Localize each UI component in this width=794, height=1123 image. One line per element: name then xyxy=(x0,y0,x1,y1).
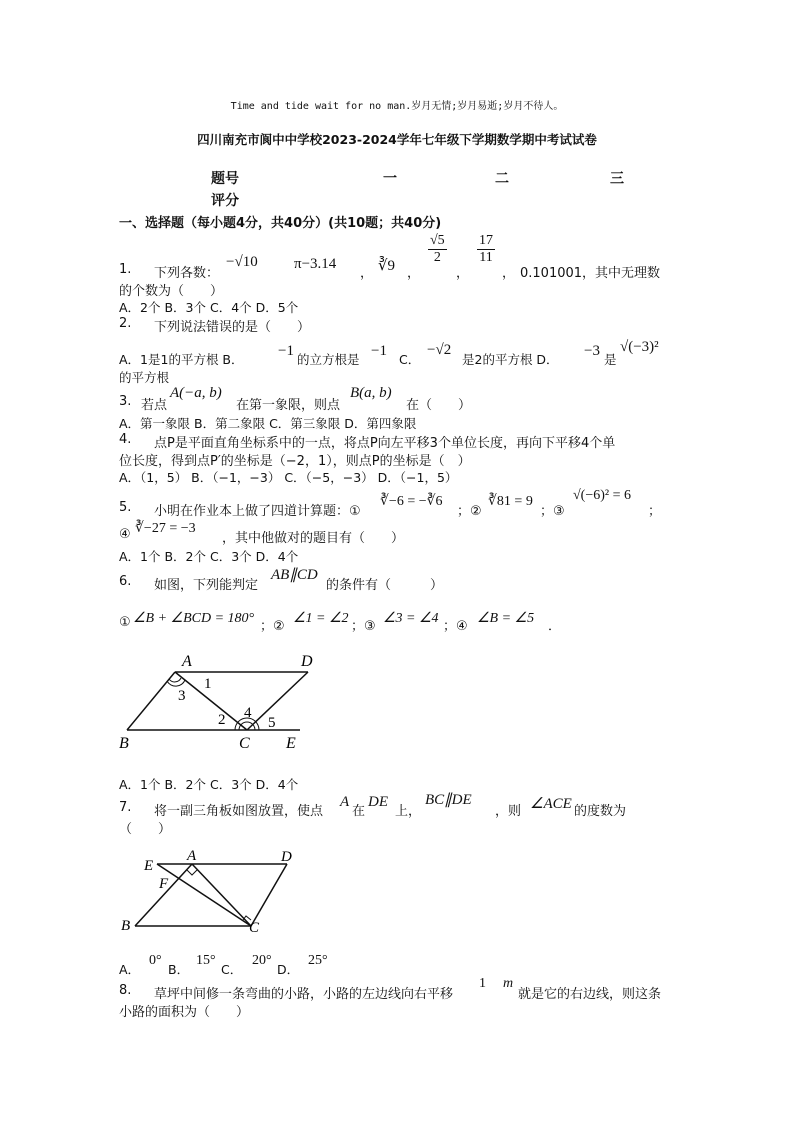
q6-end: ． xyxy=(548,619,562,634)
q2-text-2: 是2的平方根 D． xyxy=(462,352,559,367)
q2-expr-1: −1 xyxy=(278,343,294,359)
label-a: A xyxy=(182,653,192,670)
label-c: C xyxy=(239,735,250,752)
q7-angle: ∠ACE xyxy=(530,796,572,812)
q3-point-a: A(−a, b) xyxy=(170,385,222,401)
q1-number-3: ∛9 xyxy=(378,258,396,274)
score-table-header-label: 题号 xyxy=(211,171,239,187)
q6-stem-1: 如图，下列能判定 xyxy=(154,578,259,593)
q5-tail: ，其中他做对的题目有（ ） xyxy=(222,531,405,546)
score-table-col-1: 一 xyxy=(383,171,397,187)
q1-options: A．2个 B．3个 C．4个 D．5个 xyxy=(119,300,299,315)
q6-number: 6. xyxy=(119,574,132,589)
q6-cond-2: ∠1 = ∠2 xyxy=(293,611,349,626)
q8-line-2: 小路的面积为（ ） xyxy=(119,1005,250,1020)
q6-cond-4: ∠B = ∠5 xyxy=(477,611,535,626)
q8-stem-2: 就是它的右边线，则这条 xyxy=(518,987,662,1002)
q1-comma: ， xyxy=(456,266,470,281)
exam-title: 四川南充市阆中中学校2023-2024学年七年级下学期数学期中考试试卷 xyxy=(197,132,597,147)
q2-text-1: 的立方根是 xyxy=(297,352,360,367)
q2-number: 2. xyxy=(119,316,132,331)
q6-relation: AB∥CD xyxy=(271,567,318,583)
q1-fraction-2-numerator: 17 xyxy=(479,233,493,248)
score-table-col-2: 二 xyxy=(495,171,509,187)
q5-expr-2: ∛81 = 9 xyxy=(488,494,533,509)
q6-cond-1-marker: ① xyxy=(119,615,131,630)
label-angle-5: 5 xyxy=(268,715,276,731)
q1-fraction-2 xyxy=(477,233,495,266)
line-cd xyxy=(247,672,308,730)
q5-options: A．1个 B．2个 C．3个 D．4个 xyxy=(119,549,299,564)
q5-stem: 小明在作业本上做了四道计算题：① xyxy=(154,504,361,519)
q1-number: 1. xyxy=(119,262,132,277)
q5-sep-3: ； xyxy=(648,504,662,519)
q6-cond-4-marker: ；④ xyxy=(443,619,468,634)
q3-stem-2: 在第一象限，则点 xyxy=(236,398,341,413)
line-ec xyxy=(157,864,251,926)
q4-number: 4. xyxy=(119,432,132,447)
line-dc xyxy=(251,864,287,926)
q7-paren: （ ） xyxy=(119,822,172,837)
q4-options: A．（1，5） B．（−1，−3） C．（−5，−3） D．（−1，5） xyxy=(119,470,458,485)
q1-number-2: π−3.14 xyxy=(294,256,337,272)
q1-fraction-1-denominator: 2 xyxy=(433,250,441,265)
q6-cond-2-marker: ；② xyxy=(260,619,285,634)
q4-line-2: 位长度，得到点P′的坐标是（−2，1），则点P的坐标是（ ） xyxy=(119,454,471,469)
label-b: B xyxy=(121,918,131,934)
q4-line-1: 点P是平面直角坐标系中的一点，将点P向左平移3个单位长度，再向下平移4个单 xyxy=(154,436,616,451)
q3-options: A．第一象限 B．第二象限 C．第三象限 D．第四象限 xyxy=(119,416,417,431)
label-e: E xyxy=(286,735,296,752)
q7-number: 7. xyxy=(119,800,132,815)
label-d: D xyxy=(281,849,292,865)
motto: Time and tide wait for no man.岁月无情;岁月易逝;岁月不待人。 xyxy=(230,101,564,112)
q2-option-a: A．1是1的平方根 B． xyxy=(119,352,244,367)
label-angle-2: 2 xyxy=(218,712,226,728)
q1-fraction-1-numerator: √5 xyxy=(430,233,445,248)
q7-value-d: 25° xyxy=(308,953,328,968)
label-angle-3: 3 xyxy=(178,688,186,704)
angle-arc-a xyxy=(167,680,185,686)
q2-expr-3: −√2 xyxy=(427,342,452,358)
label-e: E xyxy=(144,858,154,874)
q5-number: 5. xyxy=(119,500,132,515)
q6-figure xyxy=(115,648,325,754)
q1-number-6: 0.101001，其中无理数 xyxy=(520,266,661,281)
q6-cond-3-marker: ；③ xyxy=(351,619,376,634)
section-heading: 一、选择题（每小题4分，共40分）(共10题；共40分) xyxy=(119,216,442,231)
q7-stem-1: 将一副三角板如图放置，使点 xyxy=(154,804,324,819)
q1-stem-2: 的个数为（ ） xyxy=(119,284,224,299)
label-b: B xyxy=(119,735,129,752)
q6-cond-3: ∠3 = ∠4 xyxy=(383,611,439,626)
label-d: D xyxy=(301,653,313,670)
q7-option-a: A． xyxy=(119,962,141,977)
score-table-col-3: 三 xyxy=(610,171,624,187)
q5-expr-4: ∛−27 = −3 xyxy=(135,521,196,536)
q7-figure xyxy=(115,848,305,938)
q2-option-c: C． xyxy=(399,352,421,367)
q6-stem-2: 的条件有（ ） xyxy=(326,578,444,593)
q1-fraction-1 xyxy=(428,233,447,266)
q5-expr-3: √(−6)² = 6 xyxy=(573,488,631,503)
q7-value-a: 0° xyxy=(149,953,162,968)
q1-fraction-2-denominator: 11 xyxy=(479,250,493,265)
label-f: F xyxy=(159,876,169,892)
label-a: A xyxy=(187,848,197,864)
q8-unit: m xyxy=(503,976,514,991)
q5-sep-2: ；③ xyxy=(540,504,565,519)
q2-text-3: 是 xyxy=(604,352,617,367)
q2-expr-2: −1 xyxy=(371,343,387,359)
q2-stem: 下列说法错误的是（ ） xyxy=(154,320,311,335)
q2-expr-4: −3 xyxy=(584,343,600,359)
line-ac xyxy=(192,864,251,926)
q1-comma: ， xyxy=(407,266,421,281)
q7-value-c: 20° xyxy=(252,953,272,968)
q7-line-de: DE xyxy=(368,794,388,810)
label-angle-1: 1 xyxy=(204,676,212,692)
q2-tail: 的平方根 xyxy=(119,370,170,385)
label-c: C xyxy=(249,920,260,936)
q6-options: A．1个 B．2个 C．3个 D．4个 xyxy=(119,777,299,792)
q6-cond-1: ∠B + ∠BCD = 180° xyxy=(133,611,255,626)
q3-stem-3: 在（ ） xyxy=(406,398,472,413)
angle-arc-a-inner xyxy=(169,678,181,682)
q1-comma: ， xyxy=(360,266,374,281)
q8-number: 8. xyxy=(119,983,132,998)
line-ab xyxy=(127,672,175,730)
q5-sep-1: ；② xyxy=(457,504,482,519)
q3-stem-1: 若点 xyxy=(141,398,168,413)
q7-option-c: C． xyxy=(221,962,243,977)
q1-stem: 下列各数： xyxy=(154,266,220,281)
q2-expr-5: √(−3)² xyxy=(620,339,659,355)
q7-stem-4: ，则 xyxy=(495,804,522,819)
q7-stem-3: 上， xyxy=(395,804,422,819)
q1-number-1: −√10 xyxy=(226,254,258,270)
q7-value-b: 15° xyxy=(196,953,216,968)
q5-circle-4: ④ xyxy=(119,527,131,542)
q3-point-b: B(a, b) xyxy=(350,385,392,401)
score-table-row-label: 评分 xyxy=(211,193,239,209)
q5-expr-1: ∛−6 = −∛6 xyxy=(380,494,443,509)
q8-value: 1 xyxy=(479,976,486,991)
q1-comma: ， xyxy=(502,266,516,281)
q8-stem-1: 草坪中间修一条弯曲的小路，小路的左边线向右平移 xyxy=(154,987,454,1002)
q7-stem-2: 在 xyxy=(352,804,366,819)
q7-option-b: B． xyxy=(168,962,190,977)
q3-number: 3. xyxy=(119,394,132,409)
q7-relation: BC∥DE xyxy=(425,792,472,808)
right-angle-mark-a xyxy=(187,870,197,875)
q7-point-a: A xyxy=(340,794,350,810)
q7-stem-5: 的度数为 xyxy=(574,804,627,819)
label-angle-4: 4 xyxy=(244,705,252,721)
q7-option-d: D． xyxy=(277,962,300,977)
